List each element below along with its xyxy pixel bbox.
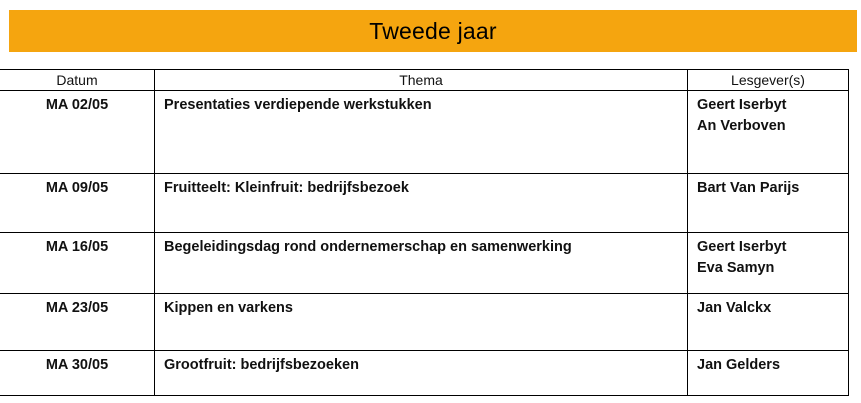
table-row xyxy=(0,233,849,294)
teacher-name: An Verboven xyxy=(697,118,786,134)
row-date: MA 02/05 xyxy=(0,91,155,174)
row-date: MA 23/05 xyxy=(0,294,155,351)
teacher-name: Geert Iserbyt xyxy=(697,239,787,255)
teacher-name: Geert Iserbyt xyxy=(697,97,787,113)
row-teachers xyxy=(688,294,849,351)
row-theme: Grootfruit: bedrijfsbezoeken xyxy=(155,351,688,396)
title-bar xyxy=(9,10,857,52)
header-date: Datum xyxy=(0,70,155,91)
header-teacher: Lesgever(s) xyxy=(688,70,849,91)
schedule-table xyxy=(0,69,849,396)
row-theme: Begeleidingsdag rond ondernemerschap en samenwerking xyxy=(155,233,688,294)
row-theme: Presentaties verdiepende werkstukken xyxy=(155,91,688,174)
header-theme: Thema xyxy=(155,70,688,91)
row-theme: Kippen en varkens xyxy=(155,294,688,351)
teacher-name: Bart Van Parijs xyxy=(697,180,800,196)
row-date: MA 30/05 xyxy=(0,351,155,396)
teacher-name: Eva Samyn xyxy=(697,260,775,276)
table-row xyxy=(0,294,849,351)
table-row xyxy=(0,91,849,174)
row-teachers xyxy=(688,233,849,294)
page-title: Tweede jaar xyxy=(369,17,497,44)
table-header-row xyxy=(0,70,849,91)
teacher-name: Jan Gelders xyxy=(697,357,781,373)
row-teachers xyxy=(688,351,849,396)
row-date: MA 16/05 xyxy=(0,233,155,294)
row-teachers xyxy=(688,91,849,174)
row-theme: Fruitteelt: Kleinfruit: bedrijfsbezoek xyxy=(155,174,688,233)
table-row xyxy=(0,351,849,396)
row-date: MA 09/05 xyxy=(0,174,155,233)
row-teachers xyxy=(688,174,849,233)
teacher-name: Jan Valckx xyxy=(697,300,772,316)
table-row xyxy=(0,174,849,233)
